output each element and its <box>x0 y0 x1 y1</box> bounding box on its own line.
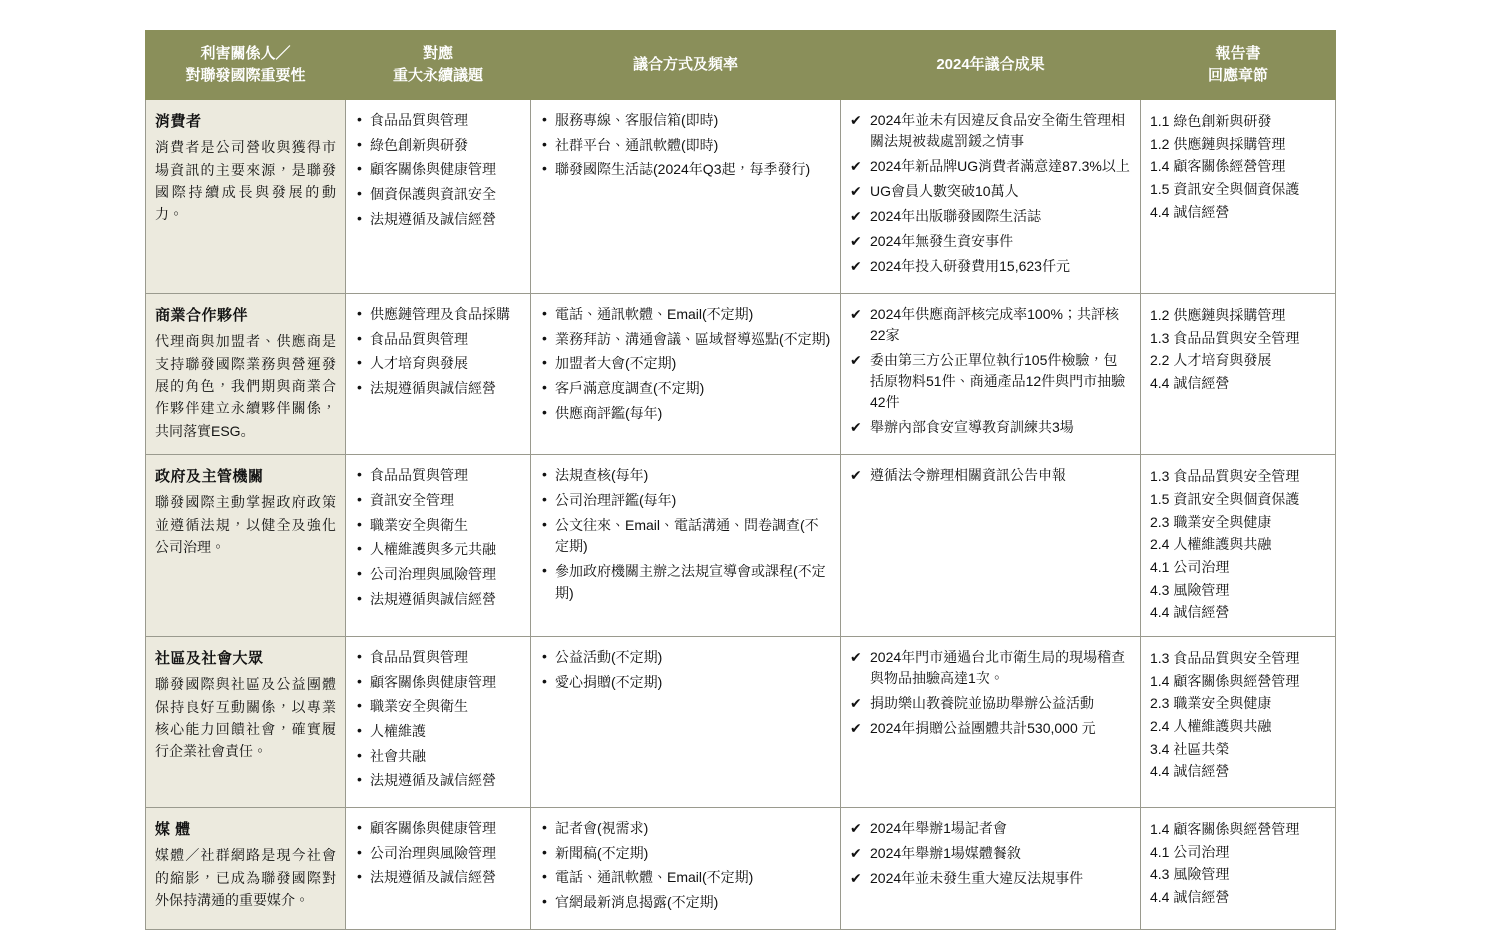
engagement-result-item: ✔ 2024年投入研發費用15,623仟元 <box>850 256 1131 277</box>
material-topics-cell-list <box>355 647 521 792</box>
stakeholder-title: 社區及社會大眾 <box>155 649 264 667</box>
material-topics-cell <box>346 455 531 637</box>
header-chapters <box>1141 31 1336 100</box>
engagement-method-cell-list <box>540 465 831 604</box>
material-topic-item: • 公司治理與風險管理 <box>355 564 521 586</box>
engagement-method-cell-list <box>540 304 831 424</box>
report-chapter-item: 2.3 職業安全與健康 <box>1150 513 1272 530</box>
report-chapter-cell-list <box>1150 304 1326 395</box>
engagement-method-item: • 愛心捐贈(不定期) <box>540 672 831 694</box>
report-chapter-item: 4.4 誠信經營 <box>1150 604 1230 621</box>
report-chapter-item: 4.3 風險管理 <box>1150 581 1230 598</box>
report-chapter-cell-list <box>1150 465 1326 624</box>
table-row <box>146 808 1336 930</box>
material-topics-cell <box>346 808 531 930</box>
material-topic-item: • 食品品質與管理 <box>355 647 521 669</box>
engagement-result-item: ✔ 2024年供應商評核完成率100%；共評核22家 <box>850 304 1131 346</box>
header-stakeholder <box>146 31 346 100</box>
engagement-result-item: ✔ 遵循法令辦理相關資訊公告申報 <box>850 465 1131 486</box>
report-chapter-item: 2.4 人權維護與共融 <box>1150 536 1272 553</box>
engagement-results-cell <box>841 100 1141 294</box>
stakeholder-cell <box>146 636 346 807</box>
material-topic-item: • 綠色創新與研發 <box>355 135 521 157</box>
report-chapter-item: 4.4 誠信經營 <box>1150 763 1230 780</box>
material-topics-cell <box>346 636 531 807</box>
header-topics-line2: 重大永續議題 <box>392 67 483 84</box>
material-topic-item: • 法規遵循及誠信經營 <box>355 770 521 792</box>
report-chapter-cell <box>1141 636 1336 807</box>
engagement-method-cell <box>531 808 841 930</box>
engagement-result-item: ✔ 2024年無發生資安事件 <box>850 231 1131 252</box>
stakeholder-engagement-table <box>145 30 1336 930</box>
material-topic-item: • 食品品質與管理 <box>355 110 521 132</box>
engagement-method-item: • 法規查核(每年) <box>540 465 831 487</box>
engagement-result-item: ✔ 2024年並未有因違反食品安全衛生管理相關法規被裁處罰鍰之情事 <box>850 110 1131 152</box>
engagement-method-item: • 公司治理評鑑(每年) <box>540 490 831 512</box>
engagement-method-cell-list <box>540 110 831 181</box>
material-topics-cell-list <box>355 110 521 230</box>
report-chapter-cell <box>1141 100 1336 294</box>
report-chapter-item: 1.4 顧客關係與經營管理 <box>1150 821 1300 838</box>
engagement-method-item: • 供應商評鑑(每年) <box>540 403 831 425</box>
engagement-results-cell <box>841 294 1141 455</box>
report-chapter-cell <box>1141 455 1336 637</box>
material-topic-item: • 公司治理與風險管理 <box>355 843 521 865</box>
engagement-result-item: ✔ 2024年並未發生重大違反法規事件 <box>850 868 1131 889</box>
material-topic-item: • 食品品質與管理 <box>355 329 521 351</box>
engagement-result-item: ✔ 2024年舉辦1場媒體餐敘 <box>850 843 1131 864</box>
material-topic-item: • 資訊安全管理 <box>355 490 521 512</box>
engagement-result-item: ✔ UG會員人數突破10萬人 <box>850 181 1131 202</box>
stakeholder-description: 聯發國際主動掌握政府政策並遵循法規，以健全及強化公司治理。 <box>155 494 336 556</box>
report-chapter-cell-list <box>1150 818 1326 909</box>
stakeholder-title: 媒 體 <box>155 821 191 839</box>
engagement-result-item: ✔ 2024年新品牌UG消費者滿意達87.3%以上 <box>850 156 1131 177</box>
engagement-results-cell-list <box>850 465 1131 486</box>
report-chapter-item: 1.4 顧客關係與經營管理 <box>1150 672 1300 689</box>
engagement-method-item: • 業務拜訪、溝通會議、區域督導巡點(不定期) <box>540 329 831 351</box>
engagement-results-cell <box>841 808 1141 930</box>
engagement-results-cell-list <box>850 110 1131 277</box>
report-chapter-item: 4.1 公司治理 <box>1150 558 1230 575</box>
engagement-method-item: • 客戶滿意度調查(不定期) <box>540 378 831 400</box>
engagement-result-item: ✔ 舉辦內部食安宣導教育訓練共3場 <box>850 417 1131 438</box>
engagement-method-item: • 電話、通訊軟體、Email(不定期) <box>540 867 831 889</box>
report-chapter-item: 1.5 資訊安全與個資保護 <box>1150 490 1300 507</box>
material-topic-item: • 供應鏈管理及食品採購 <box>355 304 521 326</box>
engagement-method-item: • 新聞稿(不定期) <box>540 843 831 865</box>
engagement-method-cell <box>531 294 841 455</box>
report-chapter-cell-list <box>1150 110 1326 223</box>
engagement-method-cell-list <box>540 647 831 693</box>
material-topic-item: • 顧客關係與健康管理 <box>355 672 521 694</box>
header-engagement <box>531 31 841 100</box>
report-chapter-item: 4.1 公司治理 <box>1150 843 1230 860</box>
table-body <box>146 100 1336 930</box>
table-header <box>146 31 1336 100</box>
engagement-method-item: • 加盟者大會(不定期) <box>540 353 831 375</box>
stakeholder-cell <box>146 294 346 455</box>
stakeholder-title: 消費者 <box>155 113 202 130</box>
material-topic-item: • 人權維護與多元共融 <box>355 539 521 561</box>
engagement-results-cell-list <box>850 818 1131 889</box>
stakeholder-cell <box>146 455 346 637</box>
header-row <box>146 31 1336 100</box>
table-row <box>146 100 1336 294</box>
engagement-method-cell <box>531 636 841 807</box>
stakeholder-description: 代理商與加盟者、供應商是支持聯發國際業務與營運發展的角色，我們期與商業合作夥伴建立永續夥伴關係，共同落實ESG。 <box>155 333 336 439</box>
material-topics-cell <box>346 100 531 294</box>
engagement-method-item: • 參加政府機關主辦之法規宣導會或課程(不定期) <box>540 561 831 604</box>
engagement-result-item: ✔ 2024年門市通過台北市衛生局的現場稽查與物品抽驗高達1次。 <box>850 647 1131 689</box>
table-row <box>146 455 1336 637</box>
report-chapter-cell <box>1141 808 1336 930</box>
header-chapters-line2: 回應章節 <box>1207 67 1268 84</box>
report-chapter-item: 1.4 顧客關係經營管理 <box>1150 158 1286 175</box>
stakeholder-cell <box>146 808 346 930</box>
engagement-method-item: • 電話、通訊軟體、Email(不定期) <box>540 304 831 326</box>
material-topic-item: • 法規遵循與誠信經營 <box>355 378 521 400</box>
report-chapter-item: 1.1 綠色創新與研發 <box>1150 113 1272 129</box>
report-chapter-item: 2.2 人才培育與發展 <box>1150 352 1272 369</box>
material-topic-item: • 人權維護 <box>355 721 521 743</box>
material-topic-item: • 顧客關係與健康管理 <box>355 159 521 181</box>
material-topic-item: • 人才培育與發展 <box>355 353 521 375</box>
report-chapter-item: 1.5 資訊安全與個資保護 <box>1150 181 1300 198</box>
engagement-results-cell <box>841 636 1141 807</box>
engagement-method-cell-list <box>540 818 831 914</box>
table-row <box>146 294 1336 455</box>
engagement-result-item: ✔ 2024年出版聯發國際生活誌 <box>850 206 1131 227</box>
engagement-method-item: • 記者會(視需求) <box>540 818 831 840</box>
report-chapter-item: 4.3 風險管理 <box>1150 866 1230 883</box>
engagement-result-item: ✔ 捐助樂山教養院並協助舉辦公益活動 <box>850 693 1131 714</box>
engagement-method-item: • 社群平台、通訊軟體(即時) <box>540 135 831 157</box>
engagement-method-item: • 公文往來、Email、電話溝通、問卷調查(不定期) <box>540 515 831 558</box>
material-topic-item: • 食品品質與管理 <box>355 465 521 487</box>
engagement-result-item: ✔ 委由第三方公正單位執行105件檢驗，包括原物料51件、商通產品12件與門市抽驗42件 <box>850 350 1131 413</box>
material-topic-item: • 法規遵循與誠信經營 <box>355 589 521 611</box>
report-chapter-item: 1.3 食品品質與安全管理 <box>1150 649 1300 666</box>
stakeholder-description: 消費者是公司營收與獲得市場資訊的主要來源，是聯發國際持續成長與發展的動力。 <box>155 139 336 223</box>
report-chapter-item: 4.4 誠信經營 <box>1150 375 1230 392</box>
engagement-method-item: • 聯發國際生活誌(2024年Q3起，每季發行) <box>540 159 831 181</box>
material-topic-item: • 顧客關係與健康管理 <box>355 818 521 840</box>
engagement-method-item: • 服務專線、客服信箱(即時) <box>540 110 831 132</box>
stakeholder-description: 媒體／社群網路是現今社會的縮影，已成為聯發國際對外保持溝通的重要媒介。 <box>155 847 336 909</box>
material-topic-item: • 社會共融 <box>355 746 521 768</box>
stakeholder-cell <box>146 100 346 294</box>
material-topic-item: • 個資保護與資訊安全 <box>355 184 521 206</box>
engagement-results-cell-list <box>850 647 1131 739</box>
report-chapter-item: 1.2 供應鏈與採購管理 <box>1150 135 1286 152</box>
header-topics <box>346 31 531 100</box>
report-chapter-cell <box>1141 294 1336 455</box>
engagement-result-item: ✔ 2024年舉辦1場記者會 <box>850 818 1131 839</box>
material-topics-cell <box>346 294 531 455</box>
header-engagement-line1: 議合方式及頻率 <box>632 56 738 74</box>
header-results <box>841 31 1141 100</box>
material-topic-item: • 法規遵循及誠信經營 <box>355 209 521 231</box>
engagement-method-cell <box>531 455 841 637</box>
engagement-method-cell <box>531 100 841 294</box>
engagement-results-cell <box>841 455 1141 637</box>
header-stakeholder-line2: 對聯發國際重要性 <box>185 67 306 84</box>
report-chapter-item: 1.2 供應鏈與採購管理 <box>1150 307 1286 323</box>
material-topic-item: • 職業安全與衛生 <box>355 696 521 718</box>
header-chapters-line1: 報告書 <box>1215 45 1261 63</box>
stakeholder-description: 聯發國際與社區及公益團體保持良好互動關係，以專業核心能力回饋社會，確實履行企業社會責任。 <box>155 676 336 760</box>
stakeholder-title: 商業合作夥伴 <box>155 307 249 324</box>
header-results-line1: 2024年議合成果 <box>936 56 1045 74</box>
report-chapter-item: 1.3 食品品質與安全管理 <box>1150 329 1300 346</box>
report-chapter-item: 2.4 人權維護與共融 <box>1150 717 1272 734</box>
report-chapter-item: 4.4 誠信經營 <box>1150 889 1230 906</box>
material-topic-item: • 職業安全與衛生 <box>355 515 521 537</box>
report-chapter-item: 1.3 食品品質與安全管理 <box>1150 468 1300 485</box>
header-stakeholder-line1: 利害關係人／ <box>200 45 291 63</box>
engagement-result-item: ✔ 2024年捐贈公益團體共計530,000 元 <box>850 718 1131 739</box>
header-topics-line1: 對應 <box>422 45 453 63</box>
report-chapter-item: 2.3 職業安全與健康 <box>1150 695 1272 712</box>
engagement-results-cell-list <box>850 304 1131 438</box>
material-topics-cell-list <box>355 818 521 889</box>
engagement-method-item: • 公益活動(不定期) <box>540 647 831 669</box>
stakeholder-title: 政府及主管機關 <box>155 468 264 486</box>
material-topics-cell-list <box>355 465 521 610</box>
report-chapter-cell-list <box>1150 647 1326 783</box>
material-topics-cell-list <box>355 304 521 400</box>
engagement-method-item: • 官網最新消息揭露(不定期) <box>540 892 831 914</box>
table-row <box>146 636 1336 807</box>
report-chapter-item: 3.4 社區共榮 <box>1150 740 1230 757</box>
report-chapter-item: 4.4 誠信經營 <box>1150 203 1230 220</box>
material-topic-item: • 法規遵循及誠信經營 <box>355 867 521 889</box>
